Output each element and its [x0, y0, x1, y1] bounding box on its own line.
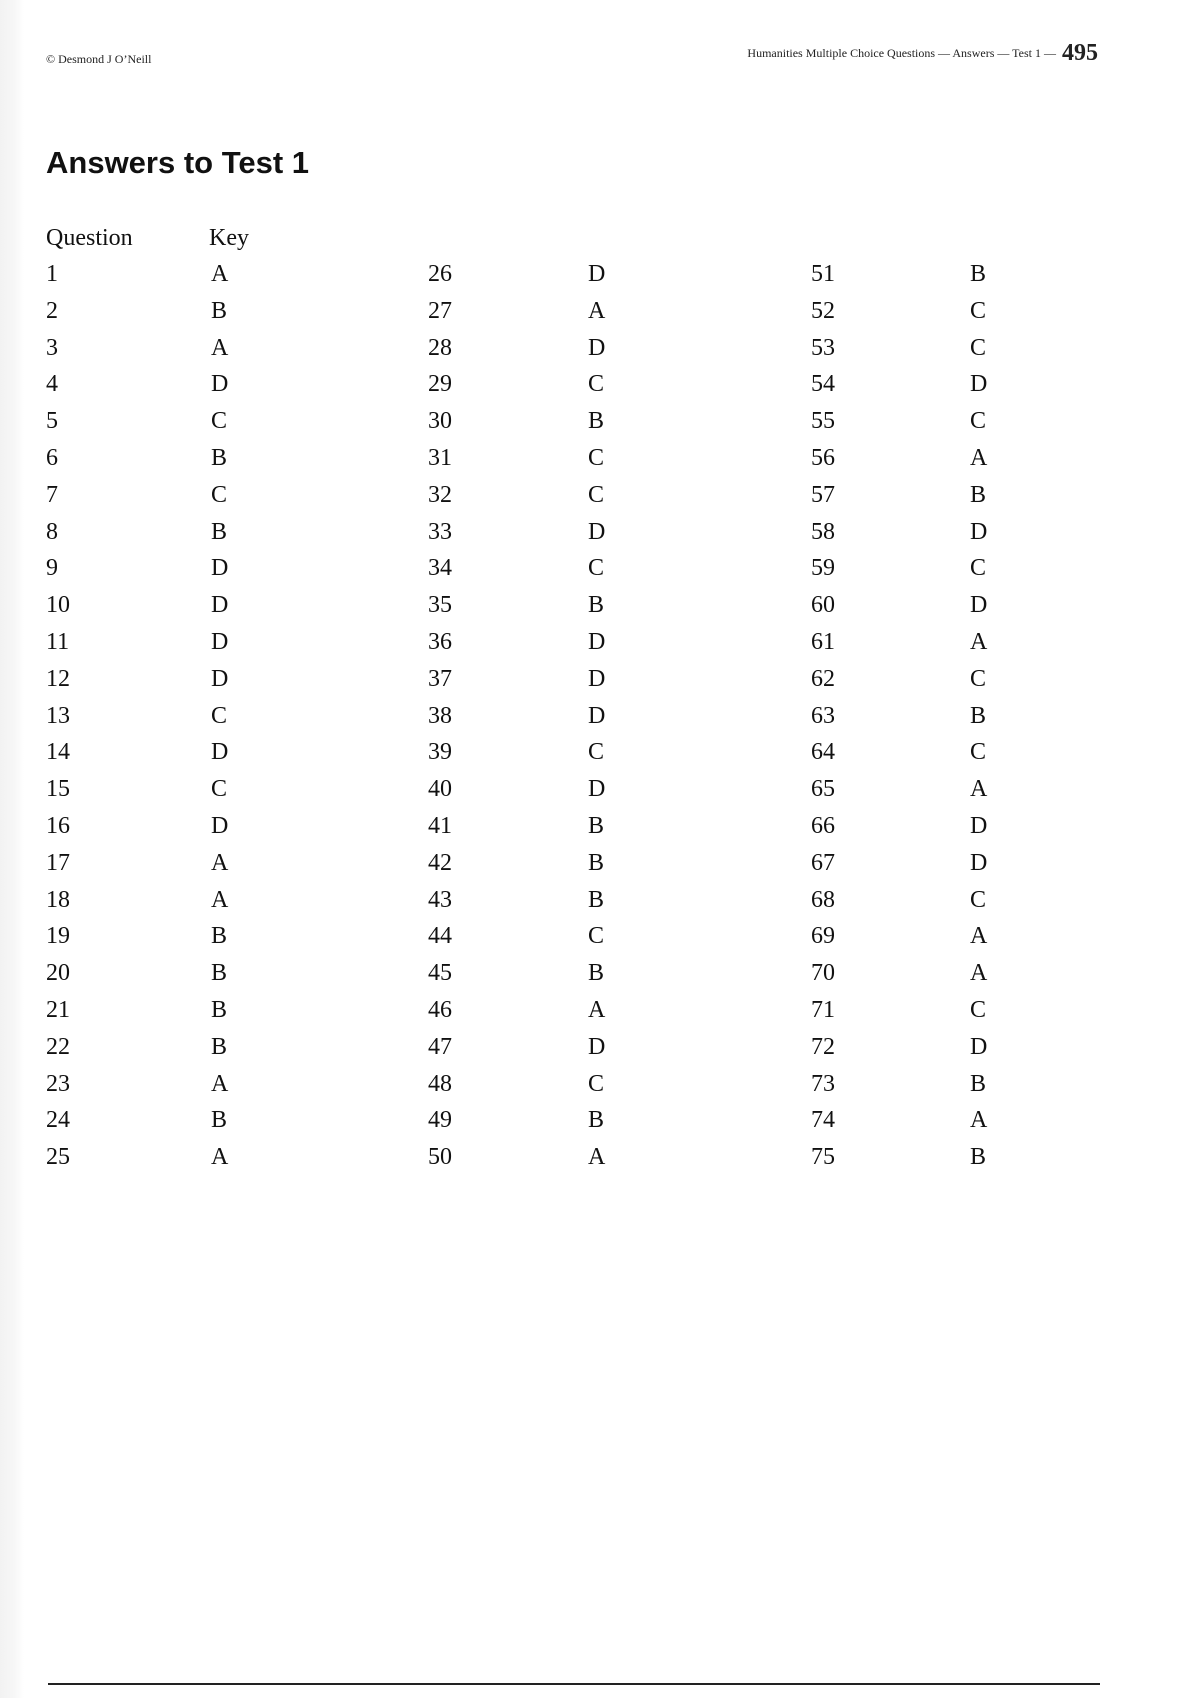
- answer-key: D: [970, 813, 988, 839]
- answer-key: C: [211, 776, 228, 803]
- bottom-rule: [48, 1683, 1100, 1685]
- question-number: 58: [811, 518, 835, 545]
- question-number: 52: [811, 297, 835, 324]
- answer-key: A: [211, 1144, 229, 1171]
- question-number: 49: [428, 1107, 452, 1134]
- question-number: 22: [46, 1033, 70, 1060]
- question-number: 24: [46, 1107, 70, 1134]
- question-number: 42: [428, 849, 452, 876]
- question-number: 53: [811, 334, 835, 361]
- answer-key: D: [970, 518, 988, 545]
- answer-key: A: [211, 886, 229, 913]
- answer-key: D: [970, 592, 988, 619]
- answer-key-table: [46, 225, 1046, 1198]
- answer-key: B: [588, 813, 605, 839]
- answer-key: A: [588, 297, 606, 324]
- answer-key: C: [211, 481, 228, 508]
- answer-key: A: [211, 1070, 229, 1097]
- question-number: 21: [46, 997, 70, 1023]
- question-number: 54: [811, 371, 835, 398]
- question-number: 72: [811, 1033, 835, 1060]
- answer-key: C: [970, 408, 987, 435]
- question-number: 46: [428, 997, 452, 1023]
- answer-key: D: [211, 592, 229, 619]
- answer-key: C: [970, 334, 987, 361]
- question-number: 40: [428, 776, 452, 803]
- question-number: 7: [46, 481, 58, 508]
- question-number: 16: [46, 813, 70, 839]
- answer-key: D: [970, 849, 988, 876]
- answer-key: C: [970, 665, 987, 692]
- answer-key: C: [588, 555, 605, 582]
- question-number: 8: [46, 518, 58, 545]
- answer-key: D: [588, 1033, 606, 1060]
- question-number: 55: [811, 408, 835, 435]
- question-number: 10: [46, 592, 70, 619]
- question-number: 3: [46, 334, 58, 361]
- answer-key: C: [970, 739, 987, 766]
- question-number: 30: [428, 408, 452, 435]
- answer-key: D: [588, 776, 606, 803]
- question-number: 50: [428, 1144, 452, 1171]
- question-number: 4: [46, 371, 58, 398]
- question-number: 5: [46, 408, 58, 435]
- answer-key: B: [211, 997, 228, 1023]
- answer-key: B: [588, 849, 605, 876]
- question-number: 69: [811, 923, 835, 950]
- answer-key: C: [588, 1070, 605, 1097]
- question-number: 18: [46, 886, 70, 913]
- question-number: 23: [46, 1070, 70, 1097]
- answer-key: C: [970, 886, 987, 913]
- answer-key: C: [588, 739, 605, 766]
- question-number: 67: [811, 849, 835, 876]
- question-number: 71: [811, 997, 835, 1023]
- answer-key: C: [588, 445, 605, 471]
- running-header: [747, 40, 1098, 67]
- question-number: 31: [428, 445, 452, 471]
- answer-key: B: [211, 923, 228, 950]
- question-number: 43: [428, 886, 452, 913]
- question-number: 20: [46, 960, 70, 987]
- question-number: 19: [46, 923, 70, 950]
- answer-key: B: [211, 960, 228, 987]
- question-number: 75: [811, 1144, 835, 1171]
- question-column-header: Question: [46, 225, 133, 251]
- question-number: 65: [811, 776, 835, 803]
- question-number: 74: [811, 1107, 835, 1134]
- answer-key: C: [970, 997, 987, 1023]
- answer-key: C: [588, 371, 605, 398]
- question-number: 47: [428, 1033, 452, 1060]
- question-number: 25: [46, 1144, 70, 1171]
- question-number: 17: [46, 849, 70, 876]
- answer-key: D: [970, 1033, 988, 1060]
- answer-key: B: [970, 1070, 987, 1097]
- answer-key: B: [211, 1107, 228, 1134]
- answer-key: B: [211, 297, 228, 324]
- question-number: 51: [811, 261, 835, 287]
- answer-key: A: [211, 334, 229, 361]
- answer-key: A: [211, 261, 229, 287]
- answer-key: C: [588, 481, 605, 508]
- answer-key: C: [211, 408, 228, 435]
- question-number: 35: [428, 592, 452, 619]
- answer-key: D: [211, 665, 229, 692]
- question-number: 70: [811, 960, 835, 987]
- answer-key: B: [588, 408, 605, 435]
- question-number: 28: [428, 334, 452, 361]
- question-number: 26: [428, 261, 452, 287]
- question-number: 44: [428, 923, 452, 950]
- answer-key: D: [211, 555, 229, 582]
- answer-key: D: [588, 702, 606, 729]
- answer-key: A: [211, 849, 229, 876]
- answer-key: B: [970, 702, 987, 729]
- question-number: 36: [428, 629, 452, 655]
- answer-key: C: [970, 555, 987, 582]
- question-number: 13: [46, 702, 70, 729]
- question-number: 62: [811, 665, 835, 692]
- answer-key: B: [211, 445, 228, 471]
- question-number: 15: [46, 776, 70, 803]
- question-number: 45: [428, 960, 452, 987]
- answer-key: C: [970, 297, 987, 324]
- copyright-notice: © Desmond J O’Neill: [46, 52, 152, 66]
- question-number: 68: [811, 886, 835, 913]
- question-number: 2: [46, 297, 58, 324]
- answer-key: A: [970, 960, 988, 987]
- answer-key: D: [211, 629, 229, 655]
- answer-key: B: [588, 886, 605, 913]
- answer-key: B: [588, 1107, 605, 1134]
- answer-key: D: [211, 371, 229, 398]
- question-number: 59: [811, 555, 835, 582]
- page-edge-shadow: [0, 0, 24, 1698]
- question-number: 38: [428, 702, 452, 729]
- question-number: 9: [46, 555, 58, 582]
- question-number: 12: [46, 665, 70, 692]
- answer-key: D: [970, 371, 988, 398]
- question-number: 63: [811, 702, 835, 729]
- answer-key: B: [588, 960, 605, 987]
- answer-key: A: [588, 997, 606, 1023]
- question-number: 29: [428, 371, 452, 398]
- answer-key: A: [588, 1144, 606, 1171]
- question-number: 64: [811, 739, 835, 766]
- question-number: 39: [428, 739, 452, 766]
- answer-key: D: [588, 629, 606, 655]
- answer-key: A: [970, 445, 988, 471]
- question-number: 57: [811, 481, 835, 508]
- answer-key: A: [970, 1107, 988, 1134]
- question-number: 6: [46, 445, 58, 471]
- question-number: 37: [428, 665, 452, 692]
- answer-key: D: [211, 739, 229, 766]
- answer-key: D: [588, 518, 606, 545]
- answer-key: B: [211, 1033, 228, 1060]
- answer-key: D: [588, 334, 606, 361]
- page-title: Answers to Test 1: [46, 145, 310, 180]
- question-number: 34: [428, 555, 452, 582]
- question-number: 33: [428, 518, 452, 545]
- question-number: 11: [46, 629, 70, 655]
- answer-key: A: [970, 923, 988, 950]
- question-number: 48: [428, 1070, 452, 1097]
- answer-key: D: [588, 665, 606, 692]
- answer-key: B: [970, 261, 987, 287]
- question-number: 1: [46, 261, 58, 287]
- question-number: 61: [811, 629, 835, 655]
- answer-key: D: [588, 261, 606, 287]
- question-number: 56: [811, 445, 835, 471]
- running-title: Humanities Multiple Choice Questions — Answers — Test 1 —: [747, 46, 1056, 60]
- page-number: 495: [1062, 40, 1098, 66]
- answer-key: B: [211, 518, 228, 545]
- question-number: 14: [46, 739, 70, 766]
- question-number: 27: [428, 297, 452, 324]
- answer-key: C: [211, 702, 228, 729]
- answer-key: D: [211, 813, 229, 839]
- question-number: 66: [811, 813, 835, 839]
- answer-key: A: [970, 629, 988, 655]
- answer-key: B: [588, 592, 605, 619]
- answer-key: C: [588, 923, 605, 950]
- key-column-header: Key: [209, 225, 249, 251]
- answer-key: B: [970, 1144, 987, 1171]
- question-number: 60: [811, 592, 835, 619]
- question-number: 32: [428, 481, 452, 508]
- question-number: 41: [428, 813, 452, 839]
- question-number: 73: [811, 1070, 835, 1097]
- answer-key: A: [970, 776, 988, 803]
- answer-key: B: [970, 481, 987, 508]
